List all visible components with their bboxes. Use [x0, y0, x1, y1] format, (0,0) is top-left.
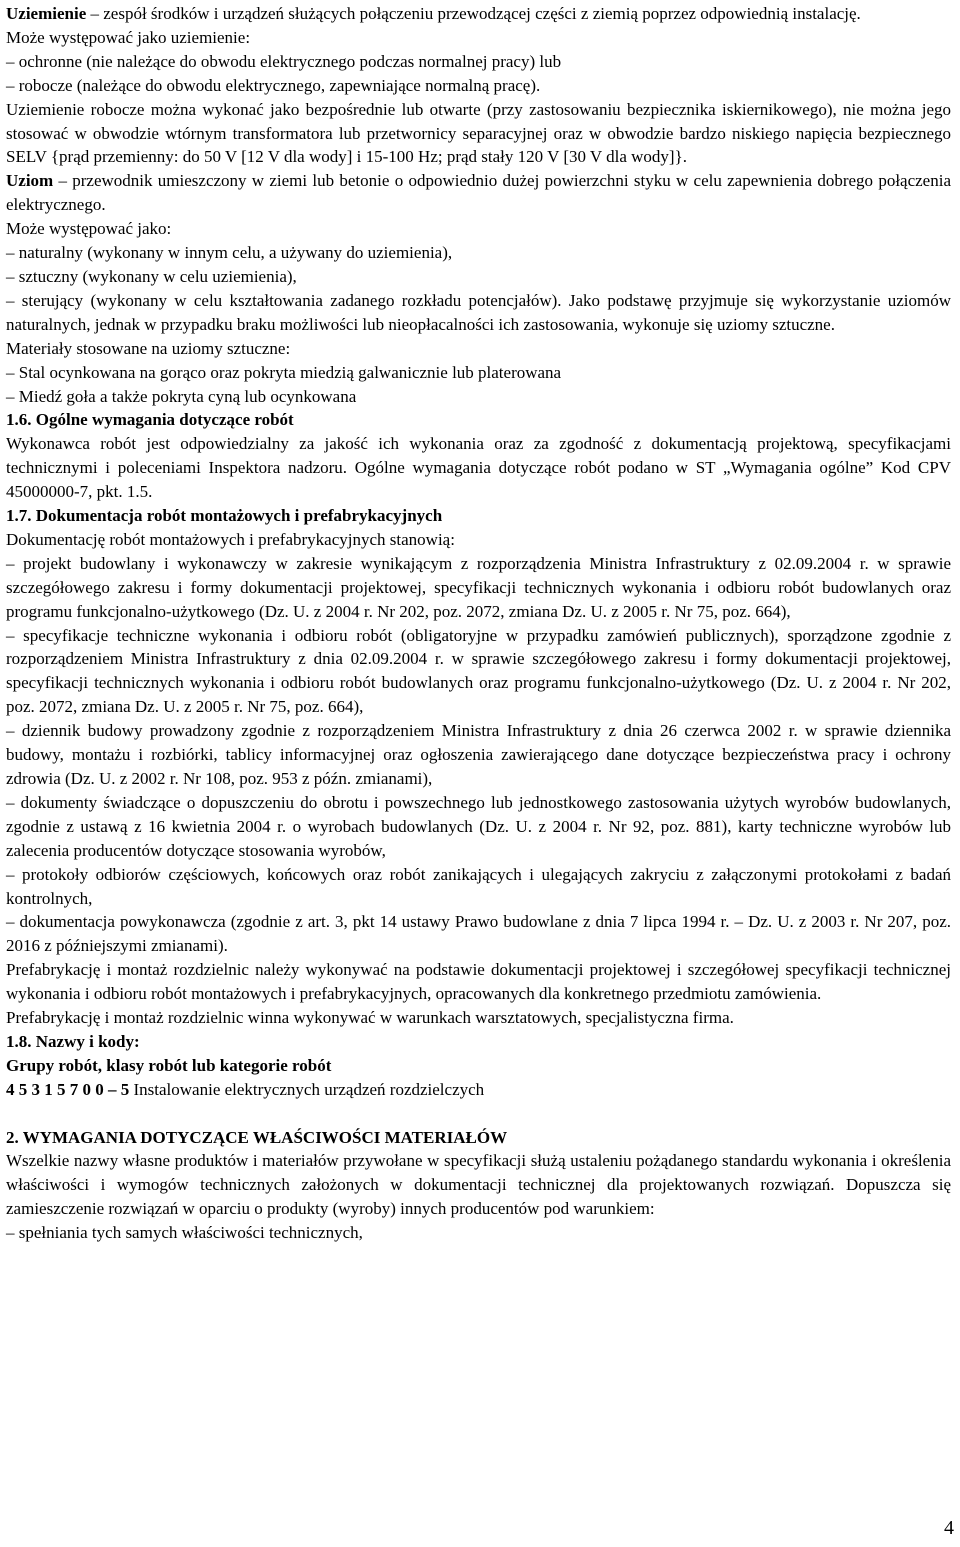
definition-uziemienie — [6, 2, 951, 26]
paragraph: Prefabrykację i montaż rozdzielnic winna wykonywać w warunkach warsztatowych, specjalistyczna firma. — [6, 1008, 734, 1028]
list-item: – ochronne (nie należące do obwodu elektrycznego podczas normalnej pracy) lub — [6, 51, 562, 71]
list-item: – naturalny (wykonany w innym celu, a używany do uziemienia), — [6, 243, 453, 263]
paragraph: Może występować jako uziemienie: — [6, 27, 251, 47]
list-item: – dziennik budowy prowadzony zgodnie z rozporządzeniem Ministra Infrastruktury z dnia 26 czerwca 2002 r. w sprawie dziennika budowy, montażu i rozbiórki, tablicy informacyjnej oraz ogłoszenia zawierającego dane dotyczące bezpieczeństwa pracy i ochrony zdrowia (Dz. U. z 2002 r. Nr 108, poz. 953 z późn. zmianami), — [6, 721, 951, 788]
definition-text: – przewodnik umieszczony w ziemi lub betonie o odpowiednio dużej powierzchni styku w celu zapewnienia dobrego połączenia elektrycznego. — [6, 171, 951, 215]
list-item: – sztuczny (wykonany w celu uziemienia), — [6, 266, 297, 286]
paragraph: Wszelkie nazwy własne produktów i materiałów przywołane w specyfikacji służą ustaleniu pożądanego standardu wykonania i określenia właściwości i wymogów technicznych założonych w dokumentacji technicznej dla projektowanych rozwiązań. Dopuszcza się zamieszczenie rozwiązań w oparciu o produkty (wyroby) innych producentów pod warunkiem: — [6, 1151, 951, 1219]
list-item: – sterujący (wykonany w celu kształtowania zadanego rozkładu potencjałów). Jako podstawę przyjmuje się wykorzystanie uziomów naturalnych, jednak w przypadku braku możliwości lub nieopłacalności ich zastosowania, wykonuje się uziomy sztuczne. — [6, 290, 951, 334]
cpv-description: Instalowanie elektrycznych urządzeń rozdzielczych — [129, 1079, 485, 1099]
term-uziemienie: Uziemienie — [6, 4, 87, 23]
paragraph: Uziemienie robocze można wykonać jako bezpośrednie lub otwarte (przy zastosowaniu bezpiecznika iskiernikowego), nie można jego stosować w obwodzie wtórnym transformatora lub przetwornicy separacyjnej oraz w obwodzie bardzo niskiego napięcia bezpiecznego SELV {prąd przemienny: do 50 V [12 V dla wody] i 15-100 Hz; prąd stały 120 V [30 V dla wody]}. — [6, 99, 951, 167]
list-item: – projekt budowlany i wykonawczy w zakresie wynikającym z rozporządzenia Ministra Infrastruktury z 02.09.2004 r. w sprawie szczegółowego zakresu i formy dokumentacji projektowej, specyfikacji technicznych wykonania i odbioru robót budowlanych oraz programu funkcjonalno-użytkowego (Dz. U. z 2004 r. Nr 202, poz. 2072, zmiana Dz. U. z 2005 r. Nr 75, poz. 664), — [6, 553, 951, 621]
section-heading-1-8: 1.8. Nazwy i kody: — [6, 1031, 140, 1051]
paragraph: Wykonawca robót jest odpowiedzialny za jakość ich wykonania oraz za zgodność z dokumentacją projektową, specyfikacjami technicznymi i poleceniami Inspektora nadzoru. Ogólne wymagania dotyczące robót podano w ST „Wymagania ogólne” Kod CPV 45000000-7, pkt. 1.5. — [6, 434, 951, 502]
list-item: – robocze (należące do obwodu elektrycznego, zapewniające normalną pracę). — [6, 75, 541, 95]
paragraph: Może występować jako: — [6, 219, 172, 239]
list-item: – dokumentacja powykonawcza (zgodnie z art. 3, pkt 14 ustawy Prawo budowlane z dnia 7 lipca 1994 r. – Dz. U. z 2003 r. Nr 207, poz. 2016 z późniejszymi zmianami). — [6, 912, 951, 956]
definition-uziom — [6, 169, 951, 217]
paragraph: Prefabrykację i montaż rozdzielnic należy wykonywać na podstawie dokumentacji projektowej i szczegółowej specyfikacji technicznej wykonania i odbioru robót montażowych i prefabrykacyjnych, opracowanych dla konkretnego przedmiotu zamówienia. — [6, 960, 951, 1004]
list-item: – Stal ocynkowana na gorąco oraz pokryta miedzią galwanicznie lub platerowana — [6, 362, 562, 382]
list-item: – dokumenty świadczące o dopuszczeniu do obrotu i powszechnego lub jednostkowego zastosowania użytych wyrobów budowlanych, zgodnie z ustawą z 16 kwietnia 2004 r. o wyrobach budowlanych (Dz. U. z 2004 r. Nr 92, poz. 881), karty techniczne wyrobów lub zalecenia producentów dotyczące stosowania wyrobów, — [6, 792, 951, 860]
term-uziom: Uziom — [6, 171, 54, 191]
subheading-groups: Grupy robót, klasy robót lub kategorie robót — [6, 1055, 332, 1075]
section-heading-2: 2. WYMAGANIA DOTYCZĄCE WŁAŚCIWOŚCI MATERIAŁÓW — [6, 1127, 508, 1147]
page-number: 4 — [944, 1517, 954, 1539]
cpv-code: 4 5 3 1 5 7 0 0 – 5 — [6, 1079, 130, 1099]
definition-text: – zespół środków i urządzeń służących połączeniu przewodzącej części z ziemią poprzez odpowiednią instalację. — [86, 4, 861, 23]
paragraph: Dokumentację robót montażowych i prefabrykacyjnych stanowią: — [6, 529, 455, 549]
section-heading-1-6: 1.6. Ogólne wymagania dotyczące robót — [6, 410, 294, 430]
paragraph: Materiały stosowane na uziomy sztuczne: — [6, 338, 291, 358]
list-item: – Miedź goła a także pokryta cyną lub ocynkowana — [6, 386, 357, 406]
blank-line — [6, 1102, 951, 1126]
list-item: – spełniania tych samych właściwości technicznych, — [6, 1223, 363, 1243]
list-item: – protokoły odbiorów częściowych, końcowych oraz robót zanikających i ulegających zakryciu z załączonymi protokołami z badań kontrolnych, — [6, 864, 951, 908]
cpv-code-line — [6, 1078, 951, 1102]
section-heading-1-7: 1.7. Dokumentacja robót montażowych i prefabrykacyjnych — [6, 506, 443, 526]
list-item: – specyfikacje techniczne wykonania i odbioru robót (obligatoryjne w przypadku zamówień publicznych), sporządzone zgodnie z rozporządzeniem Ministra Infrastruktury z dnia 02.09.2004 r. w sprawie szczegółowego zakresu i formy dokumentacji projektowej, specyfikacji technicznych wykonania i odbioru robót budowlanych oraz programu funkcjonalno-użytkowego (Dz. U. z 2004 r. Nr 202, poz. 2072, zmiana Dz. U. z 2005 r. Nr 75, poz. 664), — [6, 625, 951, 717]
document-page — [6, 2, 951, 1245]
